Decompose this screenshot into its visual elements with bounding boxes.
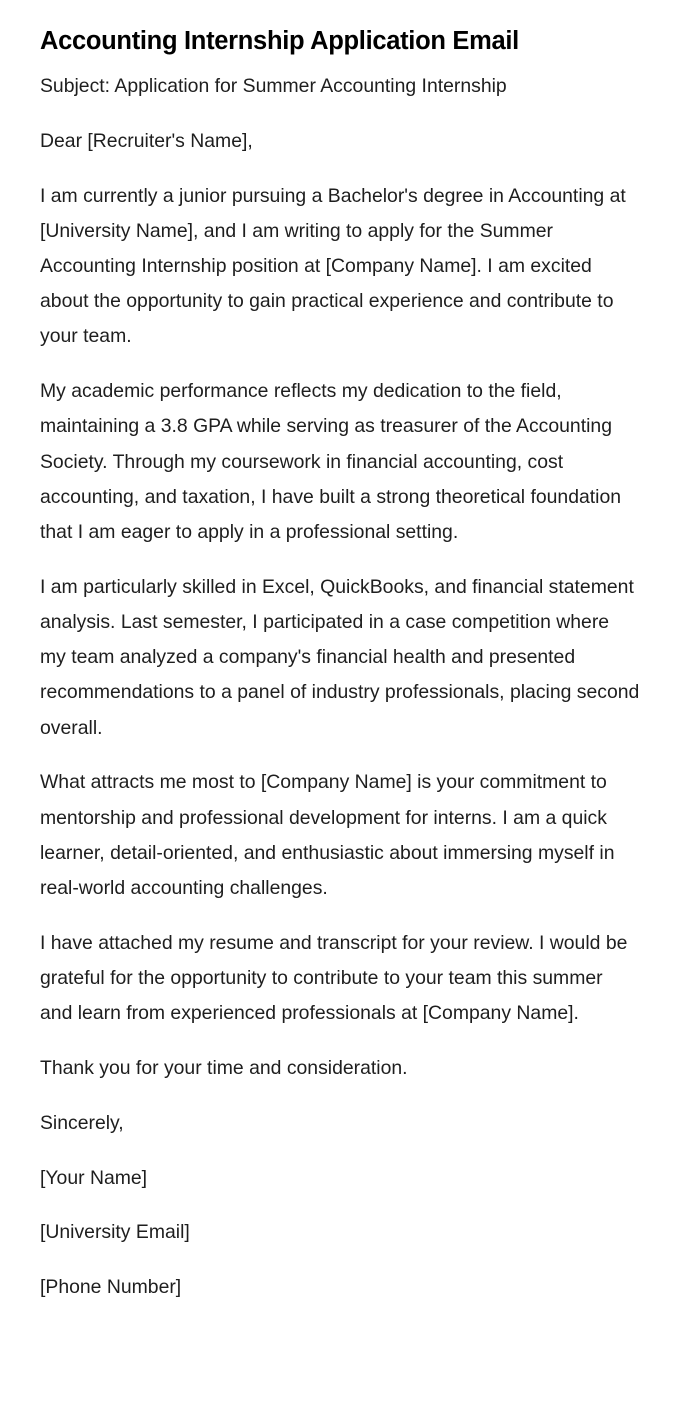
body-paragraph-motivation: What attracts me most to [Company Name] is your commitment to mentorship and professional development for interns. I am a quick learner, detail-oriented, and enthusiastic about immersing myself in real-world accounting challenges. bbox=[40, 771, 615, 900]
body-paragraph-skills: I am particularly skilled in Excel, QuickBooks, and financial statement analysis. Last semester, I participated in a case competition where my team analyzed a company's financial health and presented recommendations to a panel of industry professionals, placing second overall. bbox=[40, 575, 640, 739]
body-paragraph-intro: I am currently a junior pursuing a Bachelor's degree in Accounting at [University Name], and I am writing to apply for the Summer Accounting Internship position at [Company Name]. I am excited about the opportunity to gain practical experience and contribute to your team. bbox=[40, 184, 626, 348]
email-subject-line: Subject: Application for Summer Accounting Internship bbox=[40, 75, 507, 97]
page-title: Accounting Internship Application Email bbox=[40, 27, 519, 55]
signature-phone: [Phone Number] bbox=[40, 1276, 182, 1299]
signature-email: [University Email] bbox=[40, 1221, 190, 1244]
email-template bbox=[40, 24, 640, 1305]
body-paragraph-academics: My academic performance reflects my dedication to the field, maintaining a 3.8 GPA while serving as treasurer of the Accounting Society. Through my coursework in financial accounting, cost accounting, and taxation, I have built a strong theoretical foundation that I am eager to apply in a professional setting. bbox=[40, 380, 622, 544]
closing-thanks: Thank you for your time and consideration. bbox=[40, 1057, 408, 1080]
body-paragraph-attachments: I have attached my resume and transcript for your review. I would be grateful for the opportunity to contribute to your team this summer and learn from experienced professionals at [Company Name]. bbox=[40, 931, 628, 1025]
signature-name: [Your Name] bbox=[40, 1166, 148, 1189]
email-greeting: Dear [Recruiter's Name], bbox=[40, 129, 253, 152]
sign-off: Sincerely, bbox=[40, 1111, 124, 1134]
